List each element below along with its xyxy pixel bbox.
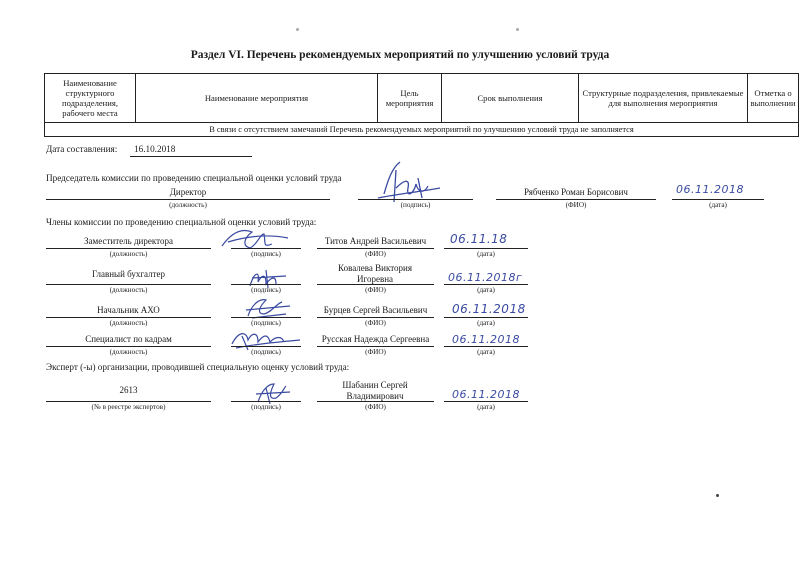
member-date-line <box>444 248 528 249</box>
expert-name-caption: (ФИО) <box>365 403 386 411</box>
member-name-line <box>317 346 434 347</box>
member-date-line <box>444 346 528 347</box>
member-date-caption: (дата) <box>477 348 495 356</box>
col-header-subdivision: Наименование структурного подразделения, рабочего места <box>45 74 136 123</box>
chairman-name-caption: (ФИО) <box>565 201 587 209</box>
member-position-caption: (должность) <box>109 348 148 356</box>
chairman-date-line <box>672 199 764 200</box>
member-date: 06.11.2018 <box>452 302 526 316</box>
member-signature-caption: (подпись) <box>251 348 281 356</box>
member-signature-line <box>231 346 301 347</box>
member-name-line <box>317 248 434 249</box>
scan-speck <box>716 494 719 497</box>
binder-hole-mark <box>296 28 299 31</box>
member-position-caption: (должность) <box>109 319 148 327</box>
table-header-row <box>45 74 799 123</box>
member-name: Бурцев Сергей Васильевич <box>323 305 428 315</box>
member-signature-caption: (подпись) <box>251 250 281 258</box>
member-date: 06.11.2018 <box>452 333 520 346</box>
chairman-position-caption: (должность) <box>169 201 207 209</box>
member-position: Заместитель директора <box>84 236 173 246</box>
chairman-position: Директор <box>169 187 207 197</box>
binder-hole-mark <box>516 28 519 31</box>
page-title: Раздел VI. Перечень рекомендуемых мероприятий по улучшению условий труда <box>190 49 610 61</box>
expert-registry-line <box>46 401 211 402</box>
chairman-name-line <box>496 199 656 200</box>
expert-registry-caption: (№ в реестре экспертов) <box>91 403 166 411</box>
member-name: Русская Надежда Сергеевна <box>321 334 430 344</box>
expert-date-caption: (дата) <box>477 403 495 411</box>
expert-name: Шабанин Сергей Владимирович <box>342 380 408 401</box>
member-signature-line <box>231 284 301 285</box>
col-header-involved-units: Структурные подразделения, привлекаемые для выполнения мероприятия <box>579 74 748 123</box>
col-header-measure: Наименование мероприятия <box>136 74 378 123</box>
chairman-signature-caption: (подпись) <box>400 201 431 209</box>
col-header-deadline: Срок выполнения <box>442 74 579 123</box>
member-date: 06.11.18 <box>450 232 508 246</box>
member-name: Титов Андрей Васильевич <box>324 236 427 246</box>
member-date-caption: (дата) <box>477 286 495 294</box>
expert-registry-number: 2613 <box>119 385 138 395</box>
member-date-line <box>444 317 528 318</box>
member-position: Главный бухгалтер <box>91 269 166 279</box>
expert-heading: Эксперт (-ы) организации, проводившей специальную оценку условий труда: <box>46 362 350 372</box>
expert-date: 06.11.2018 <box>452 388 520 401</box>
member-name-caption: (ФИО) <box>365 250 386 258</box>
chairman-date: 06.11.2018 <box>676 183 744 196</box>
member-position-line <box>46 284 211 285</box>
member-name-line <box>317 284 434 285</box>
member-position-line <box>46 346 211 347</box>
compile-date-label: Дата составления: <box>46 144 118 154</box>
expert-signature-line <box>231 401 301 402</box>
col-header-completion-mark: Отметка о выполнении <box>748 74 799 123</box>
member-date-caption: (дата) <box>477 250 495 258</box>
member-name: Ковалева Виктория Игоревна <box>338 263 412 284</box>
members-heading: Члены комиссии по проведению специальной оценки условий труда: <box>46 217 317 227</box>
member-position-caption: (должность) <box>109 286 148 294</box>
chairman-heading: Председатель комиссии по проведению специальной оценки условий труда <box>46 173 342 183</box>
member-name-caption: (ФИО) <box>365 348 386 356</box>
expert-date-line <box>444 401 528 402</box>
member-signature-caption: (подпись) <box>251 319 281 327</box>
member-position: Специалист по кадрам <box>85 334 172 344</box>
chairman-position-line <box>46 199 330 200</box>
member-name-line <box>317 317 434 318</box>
member-signature-line <box>231 248 301 249</box>
member-position-line <box>46 317 211 318</box>
table-note: В связи с отсутствием замечаний Перечень рекомендуемых мероприятий по улучшению условий труда не заполняется <box>45 123 799 137</box>
compile-date-line <box>130 156 252 157</box>
member-position: Начальник АХО <box>97 305 160 315</box>
member-name-caption: (ФИО) <box>365 319 386 327</box>
chairman-name: Рябченко Роман Борисович <box>524 187 628 197</box>
expert-signature-caption: (подпись) <box>251 403 281 411</box>
measures-table <box>44 73 799 137</box>
expert-name-line <box>317 401 434 402</box>
member-date-caption: (дата) <box>477 319 495 327</box>
member-signature-caption: (подпись) <box>251 286 281 294</box>
member-date-line <box>444 284 528 285</box>
compile-date-value: 16.10.2018 <box>134 144 176 154</box>
table-row <box>45 123 799 137</box>
member-signature-line <box>231 317 301 318</box>
member-date: 06.11.2018г <box>448 271 523 284</box>
member-position-line <box>46 248 211 249</box>
chairman-signature-line <box>358 199 473 200</box>
chairman-date-caption: (дата) <box>709 201 727 209</box>
col-header-goal: Цель мероприятия <box>378 74 442 123</box>
member-name-caption: (ФИО) <box>365 286 386 294</box>
member-position-caption: (должность) <box>109 250 148 258</box>
